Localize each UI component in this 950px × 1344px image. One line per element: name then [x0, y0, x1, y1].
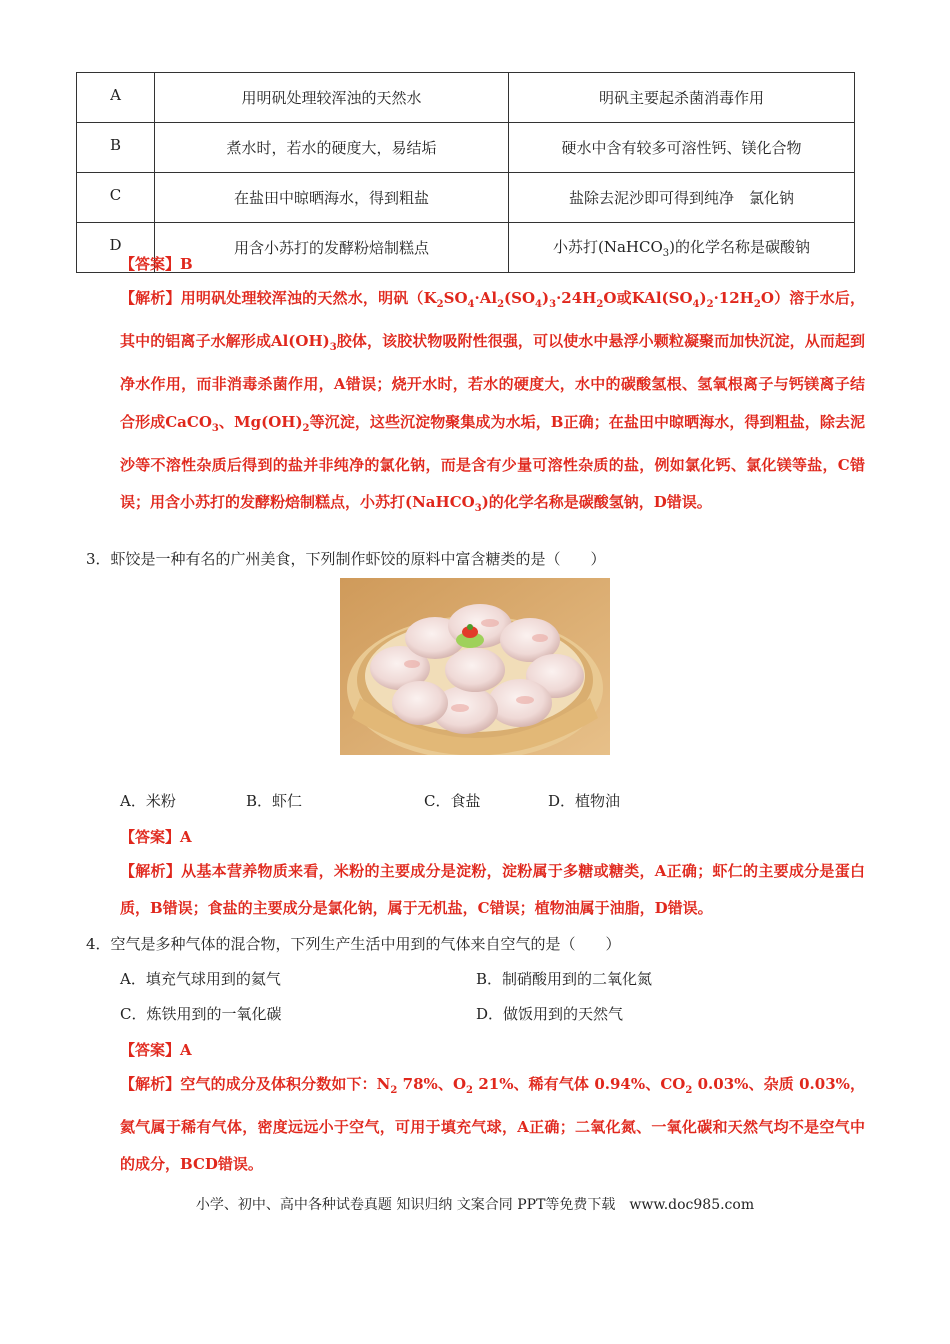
explanation-cell: 小苏打(NaHCO$_3$)的化学名称是碳酸钠	[509, 223, 855, 273]
q3-option-d: D．植物油	[548, 792, 621, 810]
q4-option-c: C．炼铁用到的一氧化碳	[120, 1005, 282, 1023]
q2-answer: 【答案】B	[120, 255, 193, 273]
q4-option-b: B．制硝酸用到的二氧化氮	[476, 970, 653, 988]
option-letter: B	[77, 123, 155, 173]
action-cell: 在盐田中晾晒海水，得到粗盐	[155, 173, 509, 223]
explanation-cell: 盐除去泥沙即可得到纯净 氯化钠	[509, 173, 855, 223]
q3-option-a: A．米粉	[120, 792, 176, 810]
explanation-cell: 硬水中含有较多可溶性钙、镁化合物	[509, 123, 855, 173]
option-letter: A	[77, 73, 155, 123]
q3-answer: 【答案】A	[120, 828, 192, 846]
action-cell: 煮水时，若水的硬度大，易结垢	[155, 123, 509, 173]
footer-text: 小学、初中、高中各种试卷真题 知识归纳 文案合同 PPT等免费下载 www.doc985.com	[195, 1197, 755, 1213]
shrimp-dumplings-photo	[340, 578, 610, 755]
q3-option-c: C．食盐	[424, 792, 481, 810]
table-row	[77, 223, 855, 273]
q3-option-b: B．虾仁	[246, 792, 303, 810]
q4-option-d: D．做饭用到的天然气	[476, 1005, 624, 1023]
q4-question: 4．空气是多种气体的混合物，下列生产生活中用到的气体来自空气的是（ ）	[86, 935, 621, 953]
action-cell: 用明矾处理较浑浊的天然水	[155, 73, 509, 123]
table-row	[77, 173, 855, 223]
q3-analysis: 【解析】从基本营养物质来看，米粉的主要成分是淀粉，淀粉属于多糖或糖类，A正确；虾仁的主要成分是蛋白质，B错误；食盐的主要成分是氯化钠，属于无机盐，C错误；植物油属于油脂，D错误。	[120, 862, 865, 918]
q4-answer: 【答案】A	[120, 1041, 192, 1059]
q3-question: 3．虾饺是一种有名的广州美食，下列制作虾饺的原料中富含糖类的是（ ）	[86, 550, 606, 568]
action-cell: 用含小苏打的发酵粉焙制糕点	[155, 223, 509, 273]
table-row	[77, 123, 855, 173]
option-letter: C	[77, 173, 155, 223]
q4-option-a: A．填充气球用到的氦气	[120, 970, 281, 988]
q4-analysis: 【解析】空气的成分及体积分数如下：$N_2$ 78%、$O_2$ 21%、稀有气体 0.94%、$CO_2$ 0.03%、杂质 0.03%，氦气属于稀有气体，密度远远小于空气，可用于填充气球，A正确；二氧化氮、一氧化碳和天然气均不是空气中的成分，BCD错误。	[120, 1075, 865, 1174]
explanation-cell: 明矾主要起杀菌消毒作用	[509, 73, 855, 123]
table-row	[77, 73, 855, 123]
q2-analysis: 【解析】用明矾处理较浑浊的天然水，明矾（$K_2SO_4\cdot Al_2(SO_4)_3\cdot 24H_2O$或$KAl(SO_4)_2\cdot 12H_2O$）溶于水后，其中的铝离子水解形成$Al(OH)_3$胶体，该胶状物吸附性很强，可以使水中悬浮小颗粒凝聚而加快沉淀，从而起到净水作用，而非消毒杀菌作用，A错误；烧开水时，若水的硬度大，水中的碳酸氢根、氢氧根离子与钙镁离子结合形成CaCO$_3$、$Mg(OH)_2$等沉淀，这些沉淀物聚集成为水垢，B正确；在盐田中晾晒海水，得到粗盐，除去泥沙等不溶性杂质后得到的盐并非纯净的氯化钠，而是含有少量可溶性杂质的盐，例如氯化钙、氯化镁等盐，C错误；用含小苏打的发酵粉焙制糕点，小苏打(NaHCO$_3$)的化学名称是碳酸氢钠，D错误。	[120, 289, 865, 515]
option-letter: D	[77, 223, 155, 273]
options-table	[76, 72, 855, 273]
